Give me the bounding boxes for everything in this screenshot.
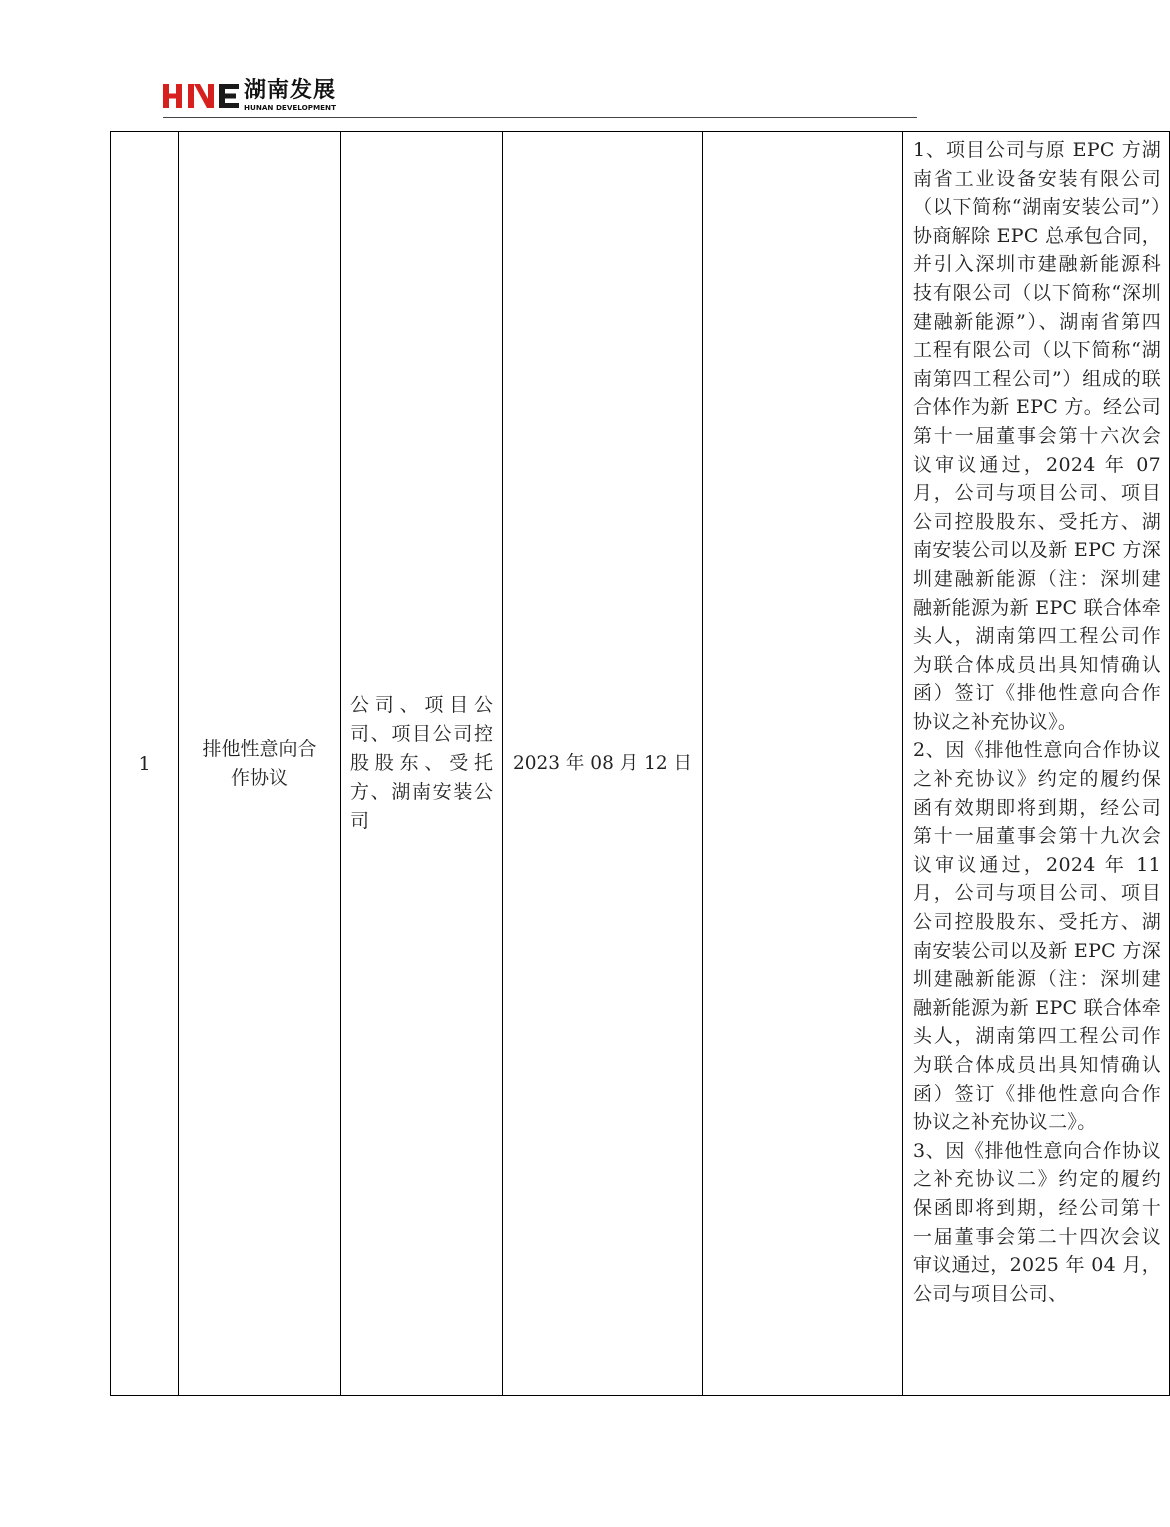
page-header [163,76,917,118]
agreement-table [110,131,1170,1396]
row-index: 1 [138,752,151,775]
logo-english-name: HUNAN DEVELOPMENT [244,103,336,112]
row-index-cell [111,132,179,1396]
agreement-name-cell [179,132,341,1396]
table-row [111,132,1170,1396]
agreement-notes: 1、项目公司与原 EPC 方湖南省工业设备安装有限公司（以下简称“湖南安装公司”）协商解除 EPC 总承包合同，并引入深圳市建融新能源科技有限公司（以下简称“深圳建融新能源”）、湖南省第四工程有限公司（以下简称“湖南第四工程公司”）组成的联合体作为新 EPC 方。经公司第十一届董事会第十六次会议审议通过，2024 年 07 月，公司与项目公司、项目公司控股股东、受托方、湖南安装公司以及新 EPC 方深圳建融新能源（注：深圳建融新能源为新 EPC 联合体牵头人，湖南第四工程公司作为联合体成员出具知情确认函）签订《排他性意向合作协议之补充协议》。 2、因《排他性意向合作协议之补充协议》约定的履约保函有效期即将到期，经公司第十一届董事会第十九次会议审议通过，2024 年 11 月，公司与项目公司、项目公司控股股东、受托方、湖南安装公司以及新 EPC 方深圳建融新能源（注：深圳建融新能源为新 EPC 联合体牵头人，湖南第四工程公司作为联合体成员出具知情确认函）签订《排他性意向合作协议之补充协议二》。 3、因《排他性意向合作协议之补充协议二》约定的履约保函即将到期，经公司第十一届董事会第二十四次会议审议通过，2025 年 04 月，公司与项目公司、 [913,139,1161,1305]
empty-cell [703,132,903,1396]
agreement-parties: 公司、项目公司、项目公司控股股东、受托方、湖南安装公司 [350,694,493,832]
notes-cell [903,132,1170,1396]
date-cell [503,132,703,1396]
parties-cell [341,132,503,1396]
agreement-name: 排他性意向合作协议 [202,737,317,789]
hne-logo-icon [163,82,241,110]
logo-chinese-name: 湖南发展 [244,78,337,103]
signing-date: 2023 年 08 月 12 日 [512,753,693,774]
